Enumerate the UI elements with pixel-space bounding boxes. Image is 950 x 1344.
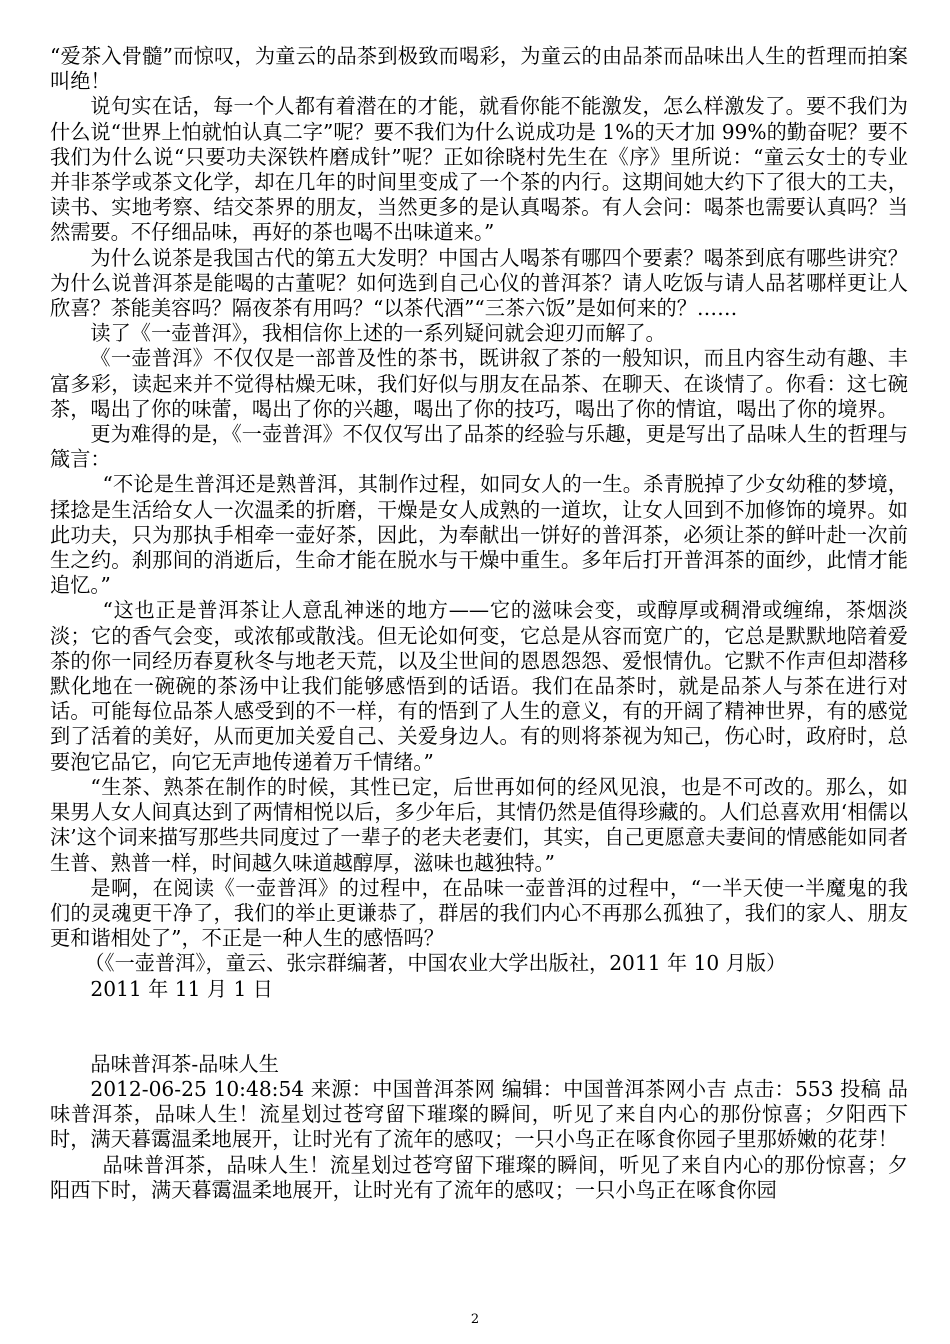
article-body: 品味普洱茶，品味人生！流星划过苍穹留下璀璨的瞬间，听见了来自内心的那份惊喜；夕阳西下时，满天暮霭温柔地展开，让时光有了流年的感叹；一只小鸟正在啄食你园 xyxy=(50,1152,908,1202)
paragraph-1: “爱茶入骨髓”而惊叹，为童云的品茶到极致而喝彩，为童云的由品茶而品味出人生的哲理而拍案叫绝！ xyxy=(50,44,908,94)
document-page xyxy=(50,44,908,1203)
paragraph-4: 读了《一壶普洱》，我相信你上述的一系列疑问就会迎刃而解了。 xyxy=(90,321,666,346)
article-title: 品味普洱茶-品味人生 xyxy=(90,1051,279,1076)
section-gap xyxy=(50,1002,908,1027)
article-date: 2011 年 11 月 1 日 xyxy=(90,976,273,1001)
quote-1: “不论是生普洱还是熟普洱，其制作过程，如同女人的一生。杀青脱掉了少女幼稚的梦境，揉捻是生活给女人一次温柔的折磨，干燥是女人成熟的一道坎，让女人回到不加修饰的境界。如此功夫，只为那执手相牵一壶好茶，因此，为奉献出一饼好的普洱茶，必须让茶的鲜叶赴一次前生之约。刹那间的消逝后，生命才能在脱水与干燥中重生。多年后打开普洱茶的面纱，此情才能追忆。” xyxy=(50,472,908,598)
page-number: 2 xyxy=(470,1312,480,1327)
quote-3: “生茶、熟茶在制作的时候，其性已定，后世再如何的经风见浪，也是不可改的。那么，如果男人女人间真达到了两情相悦以后，多少年后，其情仍然是值得珍藏的。人们总喜欢用‘相儒以沫’这个词来描写那些共同度过了一辈子的老夫老妻们，其实，自己更愿意夫妻间的情感能如同者生普、熟普一样，时间越久味道越醇厚，滋味也越独特。” xyxy=(50,774,908,875)
paragraph-6: 更为难得的是，《一壶普洱》不仅仅写出了品茶的经验与乐趣，更是写出了品味人生的哲理与箴言： xyxy=(50,422,908,472)
article-meta: 2012-06-25 10:48:54 来源：中国普洱茶网 编辑：中国普洱茶网小吉 点击：553 投稿 品味普洱茶，品味人生！流星划过苍穹留下璀璨的瞬间，听见了来自内心的那份惊喜；夕阳西下时，满天暮霭温柔地展开，让时光有了流年的感叹；一只小鸟正在啄食你园子里那娇嫩的花芽！ xyxy=(50,1076,908,1152)
paragraph-2: 说句实在话，每一个人都有着潜在的才能，就看你能不能激发，怎么样激发了。要不我们为什么说“世界上怕就怕认真二字”呢？要不我们为什么说成功是 1%的天才加 99%的勤奋呢？要不我们为什么说“只要功夫深铁杵磨成针”呢？正如徐晓村先生在《序》里所说：“童云女士的专业并非茶学或茶文化学，却在几年的时间里变成了一个茶的内行。这期间她大约下了很大的工夫，读书、实地考察、结交茶界的朋友，当然更多的是认真喝茶。有人会问：喝茶也需要认真吗？当然需要。不仔细品味，再好的茶也喝不出味道来。” xyxy=(50,94,908,245)
paragraph-5: 《一壶普洱》不仅仅是一部普及性的茶书，既讲叙了茶的一般知识，而且内容生动有趣、丰富多彩，读起来并不觉得枯燥无味，我们好似与朋友在品茶、在聊天、在谈情了。你看：这七碗茶，喝出了你的味蕾，喝出了你的兴趣，喝出了你的技巧，喝出了你的情谊，喝出了你的境界。 xyxy=(50,346,908,421)
paragraph-conclusion: 是啊，在阅读《一壶普洱》的过程中，在品味一壶普洱的过程中，“一半天使一半魔鬼的我们的灵魂更干净了，我们的举止更谦恭了，群居的我们内心不再那么孤独了，我们的家人、朋友更和谐相处了”，不正是一种人生的感悟吗？ xyxy=(50,875,908,951)
quote-2: “这也正是普洱茶让人意乱神迷的地方——它的滋味会变，或醇厚或稠滑或缠绵，茶烟淡淡；它的香气会变，或浓郁或散浅。但无论如何变，它总是从容而宽广的，它总是默默地陪着爱茶的你一同经历春夏秋冬与地老天荒，以及尘世间的恩恩怨怨、爱恨情仇。它默不作声但却潜移默化地在一碗碗的茶汤中让我们能够感悟到的话语。我们在品茶时，就是品茶人与茶在进行对话。可能每位品茶人感受到的不一样，有的悟到了人生的意义，有的开阔了精神世界，有的感觉到了活着的美好，从而更加关爱自己、关爱身边人。有的则将茶视为知己，伤心时，政府时，总要泡它品它，向它无声地传递着万千情绪。” xyxy=(50,598,908,774)
section-gap xyxy=(50,1027,908,1052)
paragraph-3: 为什么说茶是我国古代的第五大发明？中国古人喝茶有哪四个要素？喝茶到底有哪些讲究？为什么说普洱茶是能喝的古董呢？如何选到自己心仪的普洱茶？请人吃饭与请人品茗哪样更让人欣喜？茶能美容吗？隔夜茶有用吗？“以茶代酒”“三茶六饭”是如何来的？…… xyxy=(50,245,908,321)
book-citation: （《一壶普洱》，童云、张宗群编著，中国农业大学出版社，2011 年 10 月版） xyxy=(84,951,787,976)
